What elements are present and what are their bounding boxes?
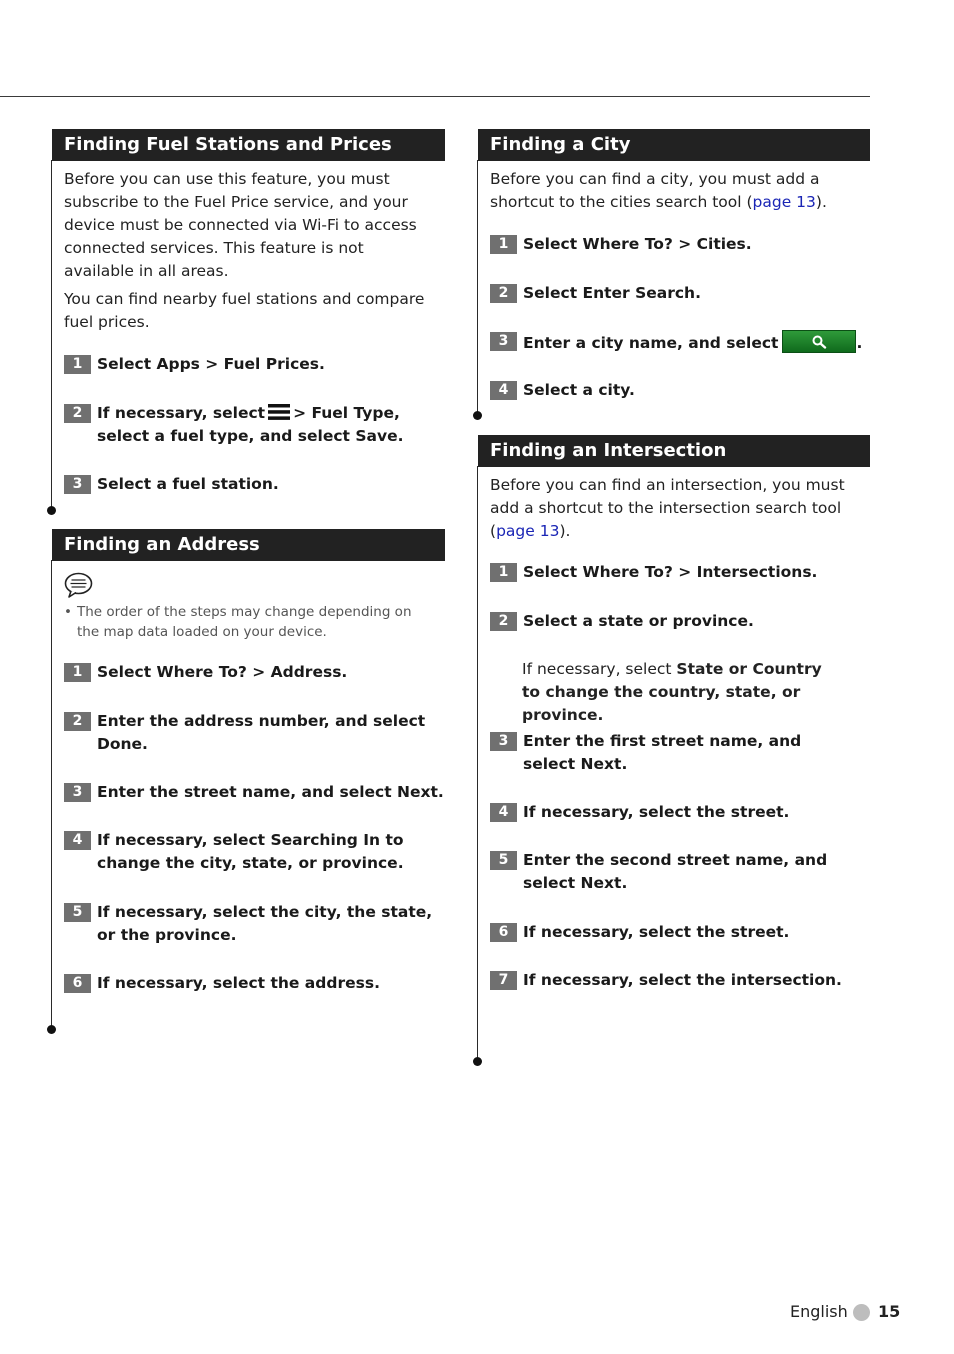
footer-dot-icon [853,1304,870,1321]
step-number: 3 [64,475,91,494]
step-text: Select Apps > Fuel Prices. [97,355,325,373]
address-margin-line [51,560,52,1030]
menu-icon [268,404,290,420]
step-text: Select Enter Search. [523,284,701,302]
city-intro-text: Before you can find a city, you must add a shortcut to the cities search tool ( [490,170,820,211]
address-end-dot [47,1025,56,1034]
city-intro-paragraph [490,168,860,214]
step-text: Enter the street name, and select Next. [97,783,444,801]
step-number: 4 [490,381,517,400]
step-text-a: Enter a city name, and select [523,334,779,352]
step-number: 1 [64,663,91,682]
fuel-intro-paragraph: Before you can use this feature, you must subscribe to the Fuel Price service, and your device must be connected via Wi-Fi to access connected services. This feature is not available in all areas. [64,170,417,280]
step-number: 2 [64,404,91,423]
note-bullet: • [64,604,72,620]
step-number: 2 [64,712,91,731]
page-13-link[interactable]: page 13 [496,522,560,540]
city-intro-end: ). [815,193,827,211]
step-number: 3 [64,783,91,802]
intersection-intro-end: ). [559,522,571,540]
step-text: Enter the second street name, and select Next. [523,851,828,892]
step-text: If necessary, select the address. [97,974,380,992]
city-section-title: Finding a City [478,129,870,161]
step-text: Select Where To? > Intersections. [523,563,818,581]
address-section-title: Finding an Address [52,529,445,561]
step-number: 5 [490,851,517,870]
fuel-margin-line [51,160,52,510]
magnifier-icon [812,335,827,349]
step-number: 6 [490,923,517,942]
note-text: The order of the steps may change depending on the map data loaded on your device. [77,604,412,640]
intersection-section-title: Finding an Intersection [478,435,870,467]
detail-text-c: to change the country, state, or province. [522,683,801,724]
step-number: 1 [490,235,517,254]
step-text: Enter the first street name, and select Next. [523,732,802,773]
step-text-b: > Fuel Type, select a fuel type, and select Save. [97,404,404,445]
search-button [782,330,856,353]
step-text: If necessary, select the street. [523,923,790,941]
step-text: If necessary, select the city, the state, or the province. [97,903,433,944]
step-number: 3 [490,332,517,351]
note-paragraph [64,602,436,642]
step-text: If necessary, select Searching In to change the city, state, or province. [97,831,404,872]
fuel-description-paragraph: You can find nearby fuel stations and compare fuel prices. [64,290,425,331]
step-text-a: If necessary, select [97,404,266,422]
step-text: If necessary, select the street. [523,803,790,821]
city-end-dot [473,411,482,420]
step-text: Select a fuel station. [97,475,279,493]
city-margin-line [477,160,478,415]
step-number: 3 [490,732,517,751]
note-icon [64,572,94,603]
footer-language: English [790,1302,848,1321]
step-number: 4 [64,831,91,850]
step-text: Select a city. [523,381,635,399]
step-number: 4 [490,803,517,822]
step-text-b: . [856,334,863,352]
page-number: 15 [878,1302,901,1321]
step-number: 1 [64,355,91,374]
step-text: Select Where To? > Cities. [523,235,752,253]
step-text [523,330,870,355]
step-number: 7 [490,971,517,990]
step-text: If necessary, select the intersection. [523,971,842,989]
intersection-end-dot [473,1057,482,1066]
step-text [97,402,444,448]
detail-text-bold: State or Country [676,660,822,678]
step-text: Select a state or province. [523,612,754,630]
fuel-end-dot [47,506,56,515]
top-rule [0,96,870,97]
step-number: 1 [490,563,517,582]
page-13-link[interactable]: page 13 [752,193,816,211]
step-number: 5 [64,903,91,922]
intersection-intro-text: Before you can find an intersection, you must add a shortcut to the intersection search tool ( [490,476,845,540]
step-number: 2 [490,612,517,631]
detail-text-a: If necessary, select [522,660,677,678]
step-text: Enter the address number, and select Done. [97,712,426,753]
step-number: 6 [64,974,91,993]
intersection-margin-line [477,466,478,1062]
fuel-section-title: Finding Fuel Stations and Prices [52,129,445,161]
step-text: Select Where To? > Address. [97,663,348,681]
intersection-step-2-detail [522,658,842,727]
intersection-intro-paragraph [490,474,860,543]
step-number: 2 [490,284,517,303]
